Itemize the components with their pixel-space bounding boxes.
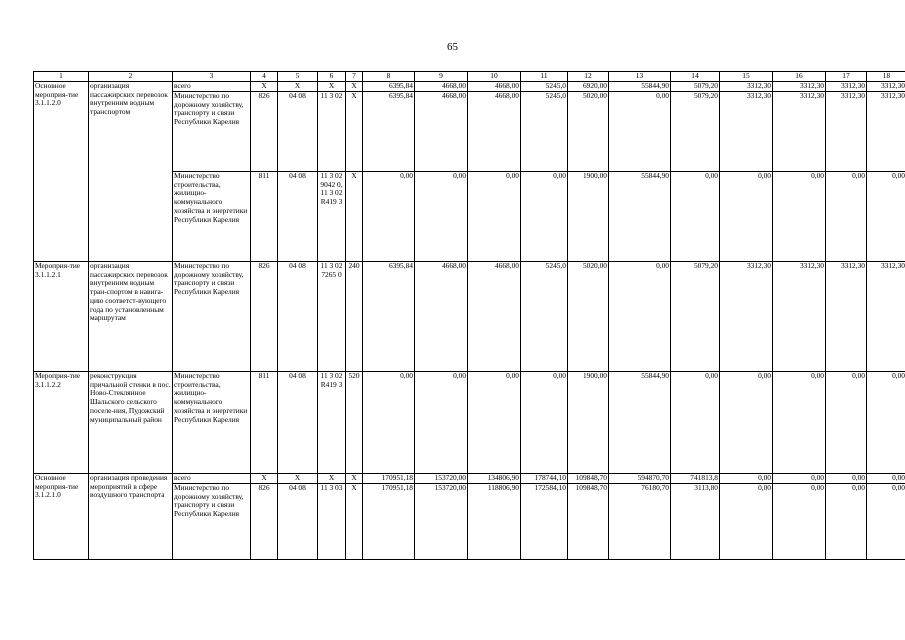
cell: 826 bbox=[251, 262, 278, 372]
value-cell: 741813,8 bbox=[671, 474, 720, 484]
value-cell: 6395,84 bbox=[363, 82, 415, 92]
value-cell: 4668,00 bbox=[468, 262, 521, 372]
value-cell: 0,00 bbox=[867, 172, 905, 262]
cell: Х bbox=[318, 82, 346, 92]
value-cell: 55844,90 bbox=[609, 372, 671, 474]
value-cell: 5079,20 bbox=[671, 92, 720, 172]
cell: 826 bbox=[251, 92, 278, 172]
cell: 11 3 02 7265 0 bbox=[318, 262, 346, 372]
cell: 04 08 bbox=[278, 172, 318, 262]
value-cell: 3312,30 bbox=[773, 82, 826, 92]
cell: Х bbox=[251, 474, 278, 484]
value-cell: 0,00 bbox=[415, 172, 468, 262]
value-cell: 0,00 bbox=[773, 474, 826, 484]
value-cell: 55844,90 bbox=[609, 82, 671, 92]
value-cell: 170951,18 bbox=[363, 484, 415, 560]
value-cell: 0,00 bbox=[773, 372, 826, 474]
value-cell: 0,00 bbox=[363, 172, 415, 262]
value-cell: 3312,30 bbox=[826, 82, 867, 92]
header-row bbox=[34, 72, 905, 82]
cell: Х bbox=[278, 474, 318, 484]
page-number: 65 bbox=[447, 41, 458, 53]
executor-cell: Министерство строительства, жилищно-коммунального хозяйства и энергетики Республики Карелия bbox=[173, 172, 251, 262]
header-cell: 14 bbox=[671, 72, 720, 82]
cell: 826 bbox=[251, 484, 278, 560]
header-cell: 9 bbox=[415, 72, 468, 82]
value-cell: 178744,10 bbox=[521, 474, 568, 484]
table-row bbox=[34, 82, 905, 92]
value-cell: 0,00 bbox=[671, 372, 720, 474]
value-cell: 4668,00 bbox=[415, 262, 468, 372]
measure-code-cell: Мероприя-тие 3.1.1.2.2 bbox=[34, 372, 89, 474]
header-cell: 18 bbox=[867, 72, 905, 82]
value-cell: 594870,70 bbox=[609, 474, 671, 484]
value-cell: 3312,30 bbox=[826, 92, 867, 172]
executor-cell: всего bbox=[173, 82, 251, 92]
measure-code-cell: Мероприя-тие 3.1.1.2.1 bbox=[34, 262, 89, 372]
value-cell: 3113,80 bbox=[671, 484, 720, 560]
value-cell: 3312,30 bbox=[867, 92, 905, 172]
value-cell: 5079,20 bbox=[671, 82, 720, 92]
value-cell: 0,00 bbox=[720, 474, 773, 484]
value-cell: 3312,30 bbox=[720, 262, 773, 372]
value-cell: 3312,30 bbox=[720, 82, 773, 92]
cell: 811 bbox=[251, 372, 278, 474]
cell: 04 08 bbox=[278, 262, 318, 372]
cell: 04 08 bbox=[278, 484, 318, 560]
value-cell: 3312,30 bbox=[720, 92, 773, 172]
cell: 04 08 bbox=[278, 92, 318, 172]
value-cell: 55844,90 bbox=[609, 172, 671, 262]
value-cell: 5020,00 bbox=[568, 92, 609, 172]
value-cell: 0,00 bbox=[609, 262, 671, 372]
measure-name-cell: организация проведения мероприятий в сфере воздушного транспорта bbox=[89, 474, 173, 560]
value-cell: 109848,70 bbox=[568, 484, 609, 560]
value-cell: 5020,00 bbox=[568, 262, 609, 372]
cell: Х bbox=[346, 172, 363, 262]
value-cell: 172584,10 bbox=[521, 484, 568, 560]
executor-cell: Министерство по дорожному хозяйству, транспорту и связи Республики Карелия bbox=[173, 92, 251, 172]
value-cell: 0,00 bbox=[720, 484, 773, 560]
value-cell: 134806,90 bbox=[468, 474, 521, 484]
value-cell: 3312,30 bbox=[826, 262, 867, 372]
value-cell: 4668,00 bbox=[415, 92, 468, 172]
cell: 811 bbox=[251, 172, 278, 262]
measure-name-cell: реконструкция причальной стенки в пос. Ново-Стеклянное Шальского сельского поселе-ния, Пудожский муниципальный район bbox=[89, 372, 173, 474]
value-cell: 118806,90 bbox=[468, 484, 521, 560]
value-cell: 4668,00 bbox=[468, 92, 521, 172]
value-cell: 6920,00 bbox=[568, 82, 609, 92]
value-cell: 170951,18 bbox=[363, 474, 415, 484]
header-cell: 12 bbox=[568, 72, 609, 82]
executor-cell: всего bbox=[173, 474, 251, 484]
value-cell: 0,00 bbox=[867, 484, 905, 560]
value-cell: 5079,20 bbox=[671, 262, 720, 372]
value-cell: 0,00 bbox=[720, 172, 773, 262]
value-cell: 0,00 bbox=[363, 372, 415, 474]
cell: Х bbox=[251, 82, 278, 92]
value-cell: 153720,00 bbox=[415, 484, 468, 560]
value-cell: 3312,30 bbox=[773, 92, 826, 172]
budget-table bbox=[33, 71, 905, 560]
cell: Х bbox=[318, 474, 346, 484]
value-cell: 0,00 bbox=[826, 474, 867, 484]
cell: Х bbox=[278, 82, 318, 92]
value-cell: 5245,0 bbox=[521, 262, 568, 372]
header-cell: 3 bbox=[173, 72, 251, 82]
header-cell: 2 bbox=[89, 72, 173, 82]
value-cell: 0,00 bbox=[826, 372, 867, 474]
cell: 11 3 02 9042 0, 11 3 02 R419 3 bbox=[318, 172, 346, 262]
value-cell: 0,00 bbox=[773, 172, 826, 262]
table-row bbox=[34, 372, 905, 474]
value-cell: 1900,00 bbox=[568, 172, 609, 262]
value-cell: 0,00 bbox=[415, 372, 468, 474]
header-cell: 6 bbox=[318, 72, 346, 82]
executor-cell: Министерство по дорожному хозяйству, транспорту и связи Республики Карелия bbox=[173, 484, 251, 560]
header-cell: 13 bbox=[609, 72, 671, 82]
cell: Х bbox=[346, 92, 363, 172]
cell: Х bbox=[346, 474, 363, 484]
measure-name-cell: организация пассажирских перевозок внутренним водным транспортом bbox=[89, 82, 173, 262]
value-cell: 0,00 bbox=[826, 172, 867, 262]
header-cell: 11 bbox=[521, 72, 568, 82]
value-cell: 6395,84 bbox=[363, 92, 415, 172]
value-cell: 0,00 bbox=[867, 474, 905, 484]
executor-cell: Министерство строительства, жилищно-коммунального хозяйства и энергетики Республики Карелия bbox=[173, 372, 251, 474]
value-cell: 4668,00 bbox=[468, 82, 521, 92]
value-cell: 76180,70 bbox=[609, 484, 671, 560]
value-cell: 109848,70 bbox=[568, 474, 609, 484]
value-cell: 5245,0 bbox=[521, 82, 568, 92]
table-row bbox=[34, 474, 905, 484]
cell: Х bbox=[346, 484, 363, 560]
executor-cell: Министерство по дорожному хозяйству, транспорту и связи Республики Карелия bbox=[173, 262, 251, 372]
measure-code-cell: Основное мероприя-тие 3.1.1.2.0 bbox=[34, 82, 89, 262]
value-cell: 0,00 bbox=[720, 372, 773, 474]
cell: 11 3 02 bbox=[318, 92, 346, 172]
cell: 04 08 bbox=[278, 372, 318, 474]
value-cell: 0,00 bbox=[671, 172, 720, 262]
header-cell: 4 bbox=[251, 72, 278, 82]
value-cell: 0,00 bbox=[826, 484, 867, 560]
header-cell: 1 bbox=[34, 72, 89, 82]
cell: Х bbox=[346, 82, 363, 92]
value-cell: 3312,30 bbox=[867, 82, 905, 92]
cell: 240 bbox=[346, 262, 363, 372]
header-cell: 7 bbox=[346, 72, 363, 82]
value-cell: 4668,00 bbox=[415, 82, 468, 92]
cell: 11 3 03 bbox=[318, 484, 346, 560]
measure-name-cell: организация пассажирских перевозок внутренним водным тран-спортом в навига-цию соответст-вующего года по установленным маршрутам bbox=[89, 262, 173, 372]
value-cell: 0,00 bbox=[609, 92, 671, 172]
measure-code-cell: Основное мероприя-тие 3.1.2.1.0 bbox=[34, 474, 89, 560]
value-cell: 6395,84 bbox=[363, 262, 415, 372]
header-cell: 10 bbox=[468, 72, 521, 82]
value-cell: 0,00 bbox=[468, 372, 521, 474]
value-cell: 3312,30 bbox=[867, 262, 905, 372]
header-cell: 5 bbox=[278, 72, 318, 82]
value-cell: 0,00 bbox=[773, 484, 826, 560]
value-cell: 0,00 bbox=[521, 172, 568, 262]
value-cell: 0,00 bbox=[521, 372, 568, 474]
value-cell: 153720,00 bbox=[415, 474, 468, 484]
header-cell: 17 bbox=[826, 72, 867, 82]
cell: 11 3 02 R419 3 bbox=[318, 372, 346, 474]
header-cell: 16 bbox=[773, 72, 826, 82]
value-cell: 1900,00 bbox=[568, 372, 609, 474]
cell: 520 bbox=[346, 372, 363, 474]
header-cell: 15 bbox=[720, 72, 773, 82]
value-cell: 0,00 bbox=[867, 372, 905, 474]
value-cell: 5245,0 bbox=[521, 92, 568, 172]
value-cell: 0,00 bbox=[468, 172, 521, 262]
value-cell: 3312,30 bbox=[773, 262, 826, 372]
table-row bbox=[34, 262, 905, 372]
header-cell: 8 bbox=[363, 72, 415, 82]
